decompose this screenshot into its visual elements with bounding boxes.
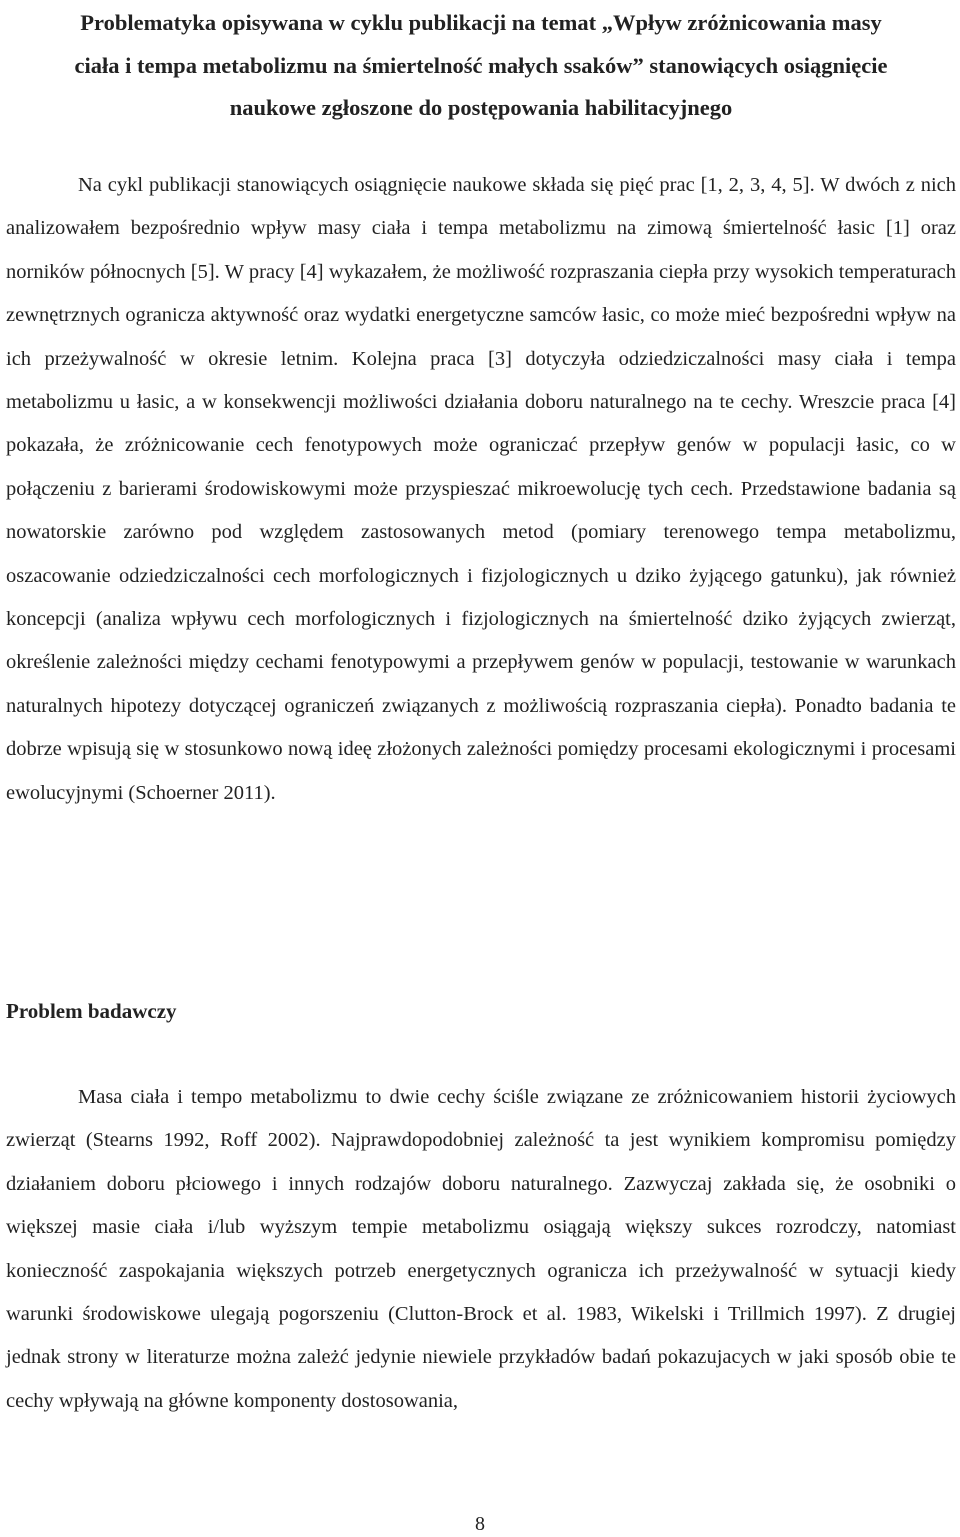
document-title bbox=[6, 0, 956, 130]
document-page bbox=[6, 0, 956, 1412]
title-line-2: ciała i tempa metabolizmu na śmiertelność małych ssaków” stanowiących osiągnięcie bbox=[74, 52, 888, 78]
paragraph-publications: Na cykl publikacji stanowiących osiągnięcie naukowe składa się pięć prac [1, 2, 3, 4, 5]. W dwóch z nich analizowałem bezpośrednio wpływ masy ciała i tempa metabolizmu na zimową śmiertelność łasic [1] oraz norników północnych [5]. W pracy [4] wykazałem, że możliwość rozpraszania ciepła przy wysokich temperaturach zewnętrznych ogranicza aktywność oraz wydatki energetyczne samców łasic, co może mieć bezpośredni wpływ na ich przeżywalność w okresie letnim. Kolejna praca [3] dotyczyła odziedziczalności masy ciała i tempa metabolizmu u łasic, a w konsekwencji możliwości działania doboru naturalnego na te cechy. Wreszcie praca [4] pokazała, że zróżnicowanie cech fenotypowych może ograniczać przepływ genów w populacji łasic, co w połączeniu z barierami środowiskowymi może przyspieszać mikroewolucję tych cech. Przedstawione badania są nowatorskie zarówno pod względem zastosowanych metod (pomiary terenowego tempa metabolizmu, oszacowanie odziedziczalności cech morfologicznych i fizjologicznych u dziko żyjącego gatunku), jak również koncepcji (analiza wpływu cech morfologicznych i fizjologicznych na śmiertelność dziko żyjących zwierząt, określenie zależności między cechami fenotypowymi a przepływem genów w populacji, testowanie w warunkach naturalnych hipotezy dotyczącej ograniczeń związanych z możliwością rozpraszania ciepła). Ponadto badania te dobrze wpisują się w stosunkowo nową ideę złożonych zależności pomiędzy procesami ekologicznymi i procesami ewolucyjnymi (Schoerner 2011). bbox=[6, 174, 956, 804]
paragraph-research-problem: Masa ciała i tempo metabolizmu to dwie cechy ściśle związane ze zróżnicowaniem historii życiowych zwierząt (Stearns 1992, Roff 2002). Najprawdopodobniej zależność ta jest wynikiem kompromisu pomiędzy działaniem doboru płciowego i innych rodzajów doboru naturalnego. Zazwyczaj zakłada się, że osobniki o większej masie ciała i/lub wyższym tempie metabolizmu osiągają większy sukces rozrodczy, natomiast konieczność zaspokajania większych potrzeb energetycznych ogranicza ich przeżywalność w sytuacji kiedy warunki środowiskowe ulegają pogorszeniu (Clutton-Brock et al. 1983, Wikelski i Trillmich 1997). Z drugiej jednak strony w literaturze można zależć jedynie niewiele przykładów badań pokazujacych w jaki sposób obie te cechy wpływają na główne komponenty dostosowania, bbox=[6, 1086, 956, 1412]
title-line-3: naukowe zgłoszone do postępowania habilitacyjnego bbox=[229, 95, 733, 120]
section-heading-research-problem: Problem badawczy bbox=[6, 999, 177, 1023]
page-number: 8 bbox=[475, 1513, 485, 1535]
title-line-1: Problematyka opisywana w cyklu publikacji na temat „Wpływ zróżnicowania masy bbox=[80, 10, 882, 35]
